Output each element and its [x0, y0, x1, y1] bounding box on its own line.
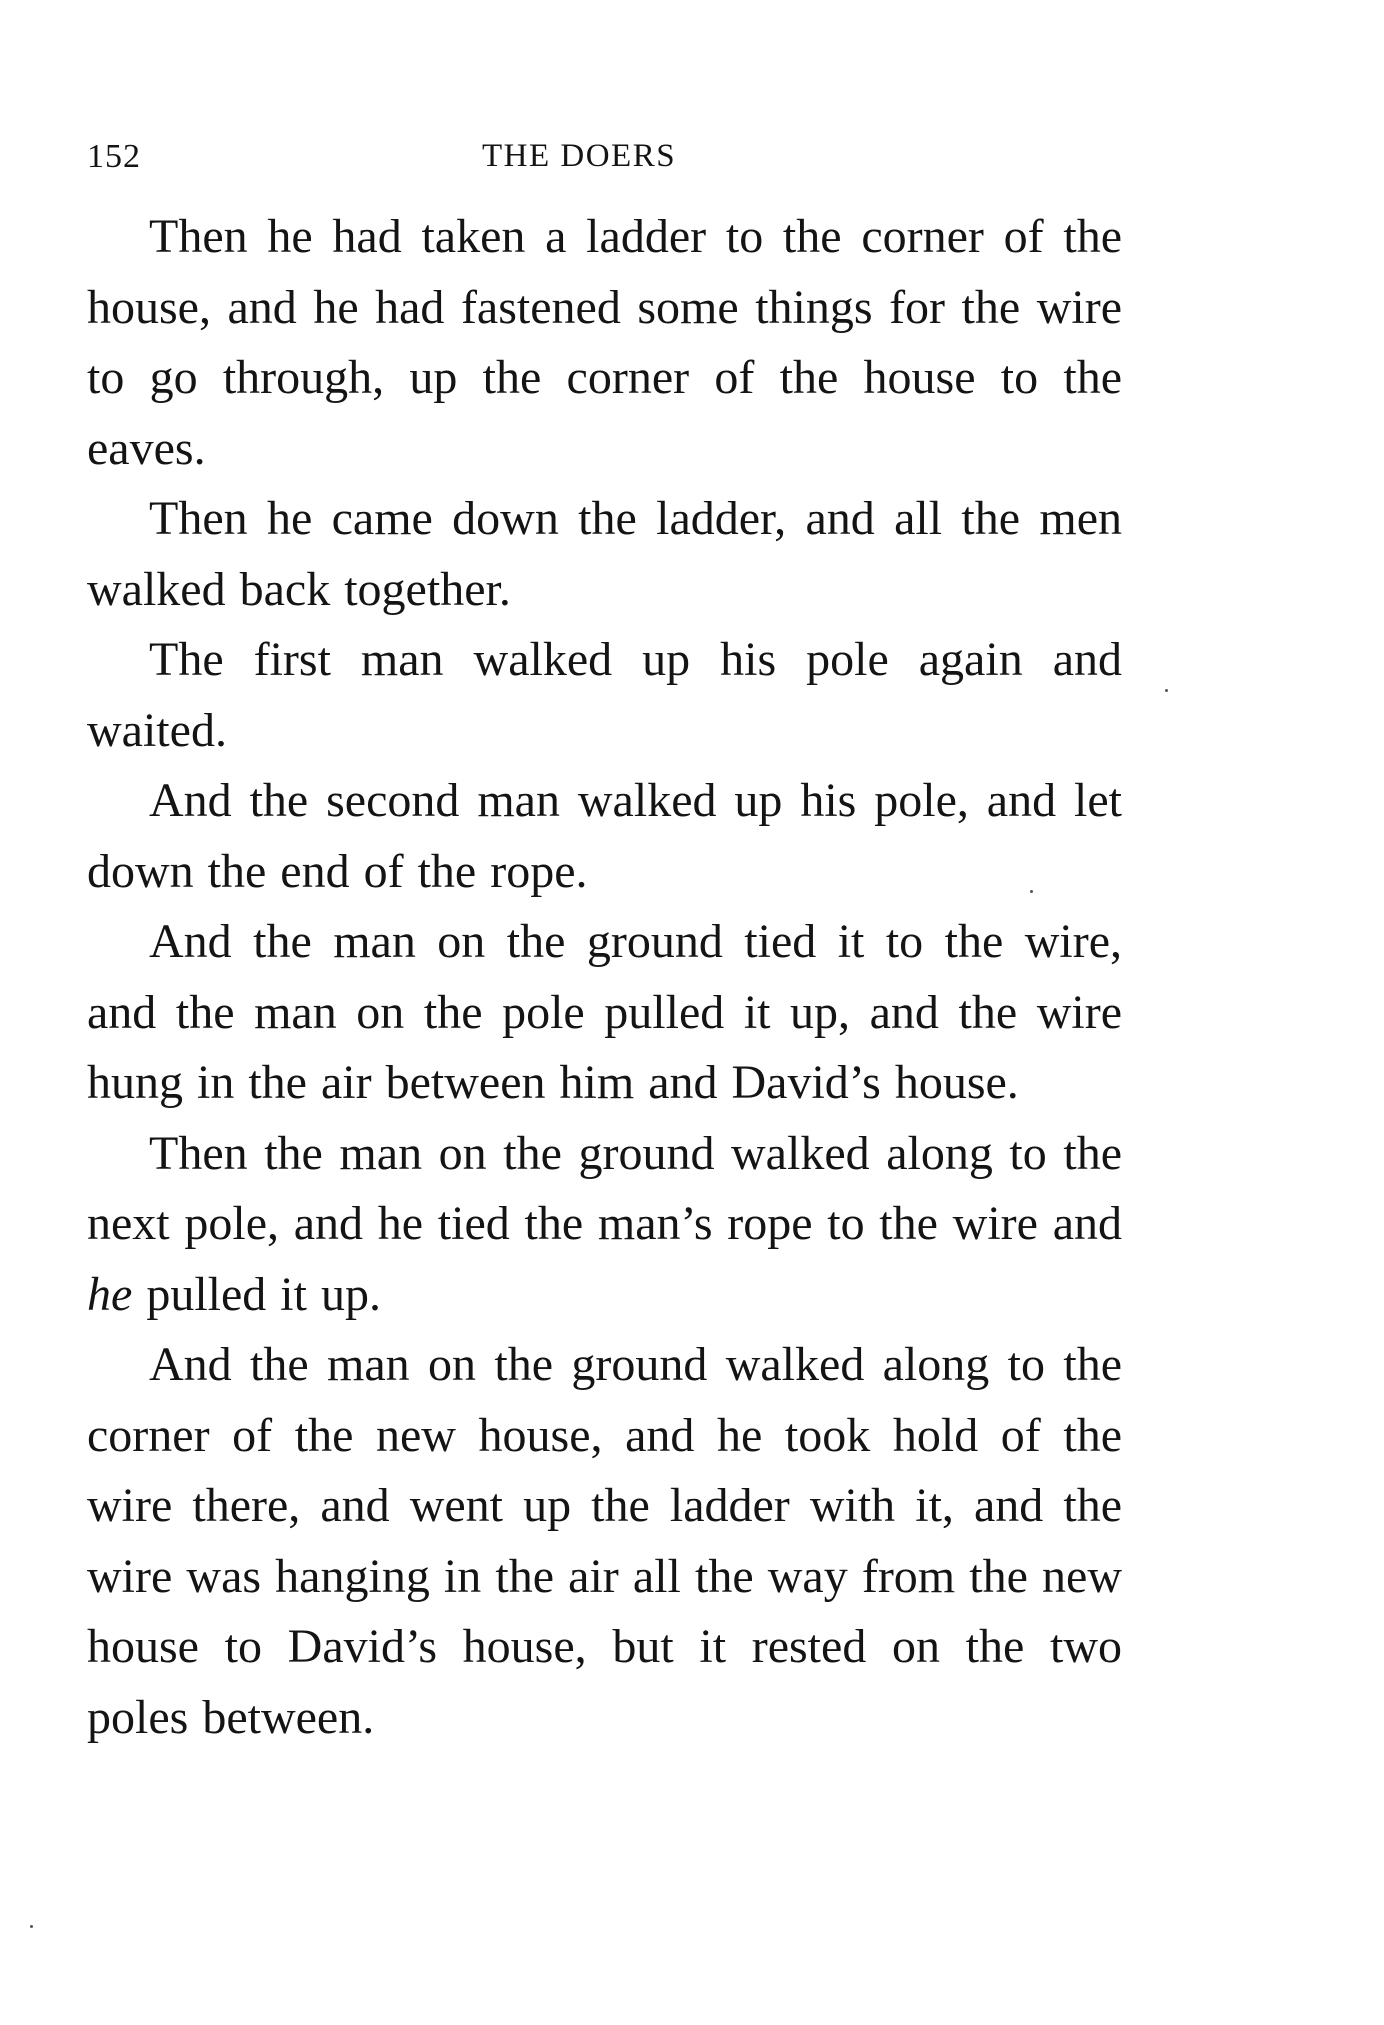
body-text [87, 202, 1122, 1753]
paragraph: And the man on the ground walked along to the corner of the new house, and he took hold of the wire there, and went up the ladder with it, and the wire was hanging in the air all the way from the new house to David’s house, but it rested on the two poles between. [87, 1338, 1122, 1744]
page-number: 152 [87, 138, 141, 175]
scan-speck [1030, 890, 1033, 893]
paragraph [87, 1119, 1122, 1331]
paragraph: The first man walked up his pole again and waited. [87, 633, 1122, 757]
paragraph: Then he had taken a ladder to the corner of the house, and he had fastened some things for the wire to go through, up the corner of the house to the eaves. [87, 210, 1122, 475]
paragraph-text: pulled it up. [132, 1267, 381, 1321]
running-head [87, 130, 1122, 186]
book-page [87, 130, 1122, 1753]
scan-speck [1165, 689, 1168, 692]
paragraph: Then he came down the ladder, and all the men walked back together. [87, 492, 1122, 616]
paragraph: And the second man walked up his pole, and let down the end of the rope. [87, 774, 1122, 898]
running-title: THE DOERS [482, 138, 677, 174]
scan-speck [30, 1925, 33, 1928]
paragraph: And the man on the ground tied it to the wire, and the man on the pole pulled it up, and the wire hung in the air between him and David’s house. [87, 915, 1122, 1109]
paragraph-text: Then the man on the ground walked along to the next pole, and he tied the man’s rope to the wire and [87, 1126, 1122, 1250]
emphasized-word: he [87, 1267, 133, 1321]
